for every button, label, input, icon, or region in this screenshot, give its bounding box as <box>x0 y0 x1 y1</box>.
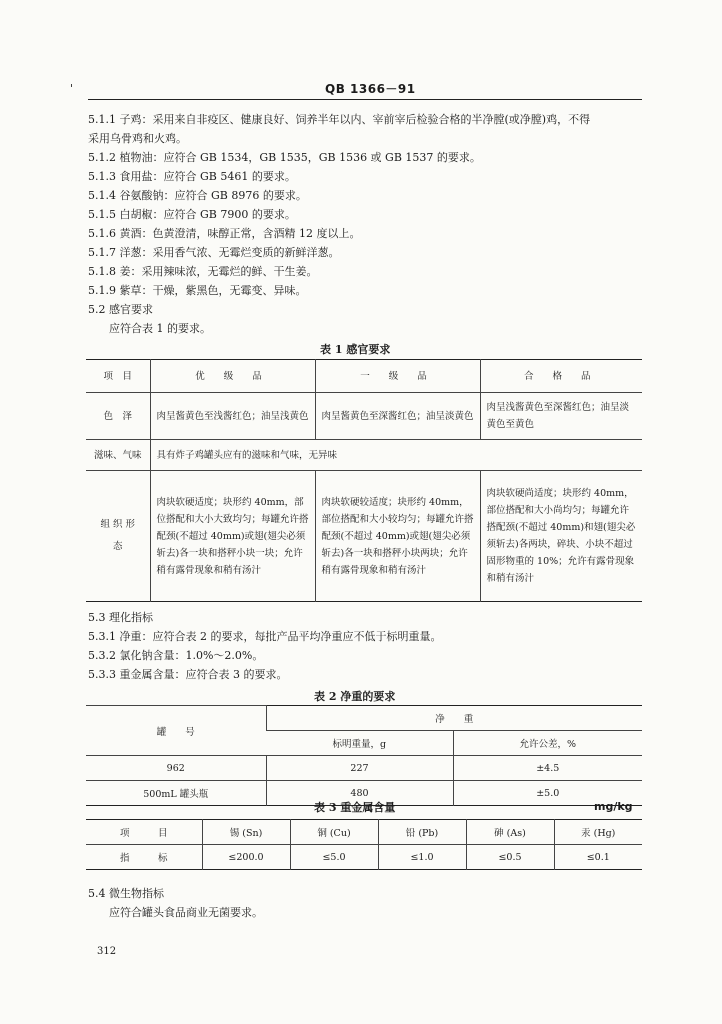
table-cell: 480 <box>266 781 453 806</box>
page-number: 312 <box>97 946 117 957</box>
header-arsenic: 砷 (As) <box>466 820 554 845</box>
table-cell: 肉呈酱黄色至深酱红色；油呈淡黄色 <box>315 393 480 440</box>
table2-caption: 表 2 净重的要求 <box>314 690 396 703</box>
table-cell: 肉块软硬适度；块形约 40mm，部位搭配和大小大致均匀；每罐允许搭配颈(不超过 40mm)或翅(翅尖必须斩去)各一块和搭秤小块一块；允许稍有露骨现象和稍有汤汁 <box>150 471 315 602</box>
standard-code: QB 1366－91 <box>325 82 416 96</box>
clause-5-1-5: 5.1.5 白胡椒：应符合 GB 7900 的要求。 <box>88 208 296 221</box>
section-5-3-heading: 5.3 理化指标 <box>88 611 153 624</box>
table-cell: ≤1.0 <box>378 845 466 870</box>
table-cell: 具有炸子鸡罐头应有的滋味和气味，无异味 <box>150 440 642 471</box>
row-label-tissue: 组 织 形 态 <box>86 471 150 602</box>
clause-5-3-2: 5.3.2 氯化钠含量：1.0%～2.0%。 <box>88 649 264 662</box>
table-cell: ≤200.0 <box>202 845 290 870</box>
header-item: 项 目 <box>103 370 132 382</box>
clause-5-1-1-cont: 采用乌骨鸡和火鸡。 <box>88 132 187 145</box>
header-item: 项 目 <box>119 828 168 839</box>
table-cell: 肉呈酱黄色至浅酱红色；油呈浅黄色 <box>150 393 315 440</box>
table-header-row <box>86 706 642 731</box>
row-label-color: 色 泽 <box>86 393 150 440</box>
table-cell: 227 <box>266 756 453 781</box>
table-row <box>86 845 642 870</box>
header-qualified: 合 格 品 <box>480 360 642 393</box>
header-copper: 铜 (Cu) <box>290 820 378 845</box>
table-cell: ±5.0 <box>453 781 642 806</box>
table-cell: ≤5.0 <box>290 845 378 870</box>
table-cell: ≤0.5 <box>466 845 554 870</box>
table3-caption: 表 3 重金属含量 <box>314 801 396 814</box>
table-row <box>86 393 642 440</box>
header-first-grade: 一 级 品 <box>315 360 480 393</box>
section-5-4-heading: 5.4 微生物指标 <box>88 887 164 900</box>
clause-5-1-1: 5.1.1 子鸡：采用来自非疫区、健康良好、饲养半年以内、宰前宰后检验合格的半净膛(或净膛)鸡，不得 <box>88 113 591 126</box>
table-header-row <box>86 820 642 845</box>
section-5-2-heading: 5.2 感官要求 <box>88 303 153 316</box>
header-rule <box>88 99 642 100</box>
section-5-2-text: 应符合表 1 的要求。 <box>109 322 211 335</box>
sensory-requirements-table <box>86 359 642 602</box>
clause-5-3-1: 5.3.1 净重：应符合表 2 的要求，每批产品平均净重应不低于标明重量。 <box>88 630 442 643</box>
clause-5-1-9: 5.1.9 紫草：干燥，紫黑色，无霉变、异味。 <box>88 284 307 297</box>
clause-5-3-3: 5.3.3 重金属含量：应符合表 3 的要求。 <box>88 668 288 681</box>
clause-5-1-7: 5.1.7 洋葱：采用香气浓、无霉烂变质的新鲜洋葱。 <box>88 246 340 259</box>
table-row <box>86 756 642 781</box>
heavy-metals-table <box>86 819 642 870</box>
table-cell: 962 <box>86 756 266 781</box>
table-row <box>86 471 642 602</box>
margin-mark: ' <box>70 82 74 95</box>
clause-5-1-6: 5.1.6 黄酒：色黄澄清，味醇正常，含酒精 12 度以上。 <box>88 227 361 240</box>
clause-5-1-4: 5.1.4 谷氨酸钠：应符合 GB 8976 的要求。 <box>88 189 307 202</box>
table-cell: 肉块软硬尚适度；块形约 40mm，部位搭配和大小尚均匀；每罐允许搭配颈(不超过 40mm)和翅(翅尖必须斩去)各两块，碎块、小块不超过固形物重的 10%；允许有露骨现象和稍有汤汁 <box>480 471 642 602</box>
header-premium: 优 级 品 <box>150 360 315 393</box>
table-cell: 肉呈浅酱黄色至深酱红色；油呈淡黄色至黄色 <box>480 393 642 440</box>
row-label-taste: 滋味、气味 <box>86 440 150 471</box>
table3-unit: mg/kg <box>594 800 633 813</box>
header-tin: 锡 (Sn) <box>202 820 290 845</box>
header-lead: 铅 (Pb) <box>378 820 466 845</box>
header-mercury: 汞 (Hg) <box>554 820 642 845</box>
table-cell: ±4.5 <box>453 756 642 781</box>
net-weight-table <box>86 705 642 806</box>
table-row <box>86 440 642 471</box>
table-cell: 肉块软硬较适度；块形约 40mm，部位搭配和大小较均匀；每罐允许搭配颈(不超过 40mm)或翅(翅尖必须斩去)各一块和搭秤小块两块；允许稍有露骨现象和稍有汤汁 <box>315 471 480 602</box>
table-cell: 500mL 罐头瓶 <box>86 781 266 806</box>
table1-caption: 表 1 感官要求 <box>320 343 391 356</box>
section-5-4-text: 应符合罐头食品商业无菌要求。 <box>109 906 263 919</box>
clause-5-1-8: 5.1.8 姜：采用辣味浓，无霉烂的鲜、干生姜。 <box>88 265 318 278</box>
table-header-row <box>86 360 642 393</box>
header-labeled-weight: 标明重量，g <box>266 731 453 756</box>
table-cell: ≤0.1 <box>554 845 642 870</box>
header-tolerance: 允许公差，% <box>453 731 642 756</box>
clause-5-1-2: 5.1.2 植物油：应符合 GB 1534，GB 1535，GB 1536 或 GB 1537 的要求。 <box>88 151 481 164</box>
header-net-weight: 净 重 <box>266 706 642 731</box>
header-can-number: 罐 号 <box>86 706 266 756</box>
clause-5-1-3: 5.1.3 食用盐：应符合 GB 5461 的要求。 <box>88 170 296 183</box>
row-label-index: 指 标 <box>86 845 202 870</box>
